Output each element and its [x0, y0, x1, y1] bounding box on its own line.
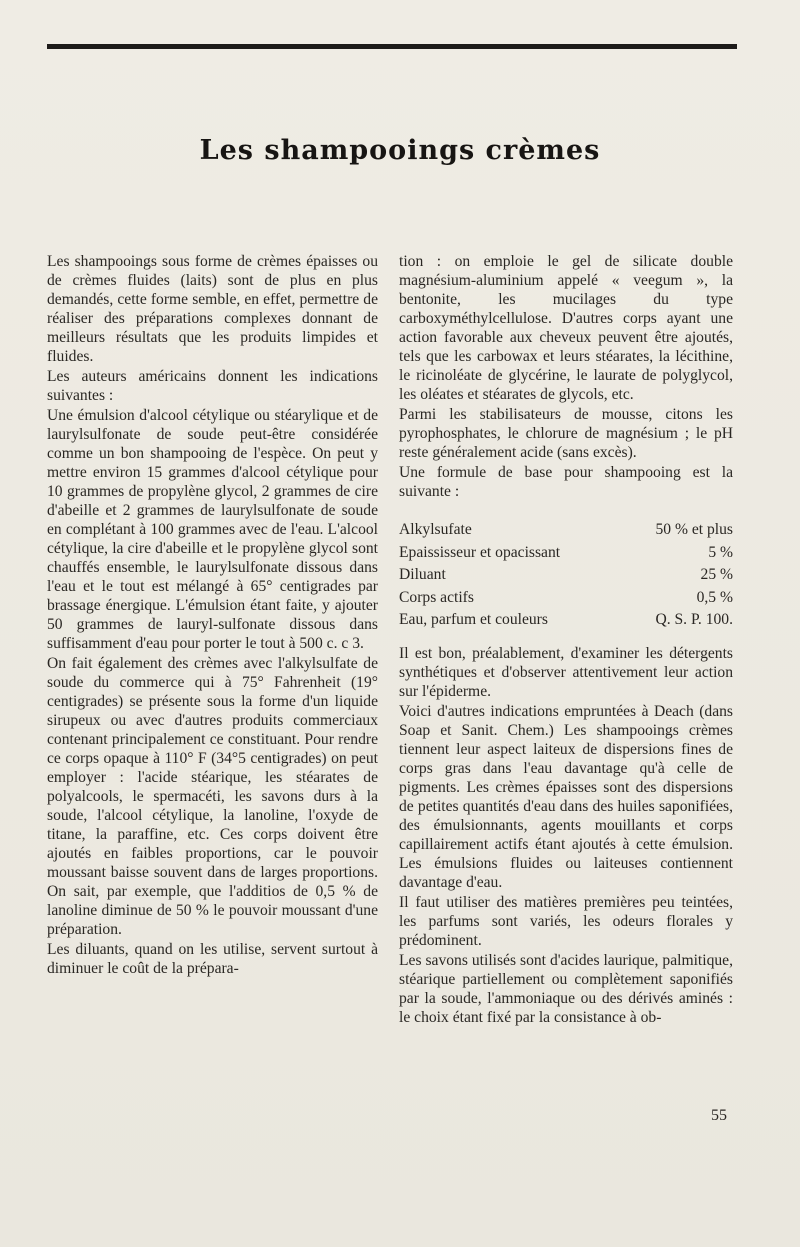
- page-number: 55: [711, 1107, 727, 1124]
- formula-row: [399, 564, 733, 587]
- formula-row: [399, 587, 733, 610]
- paragraph: Les diluants, quand on les utilise, servent surtout à diminuer le coût de la prépara-: [47, 941, 378, 977]
- formula-ingredient: Epaississeur et opacissant: [399, 543, 561, 561]
- formula-amount: 5 %: [708, 543, 733, 561]
- formula-row: [399, 609, 733, 632]
- paragraph: Voici d'autres indications empruntées à Deach (dans Soap et Sanit. Chem.) Les shampooings crèmes tiennent leur aspect laiteux de dispersions fines de corps gras dans l'eau davantage qu'à celle de pigments. Les crèmes épaisses sont des dispersions de petites quantités d'eau dans des huiles saponifiées, des émulsionnants, agents mouillants et corps capillairement actifs étant ajoutés à cette émulsion. Les émulsions fluides ou laiteuses contiennent davantage d'eau.: [399, 702, 733, 891]
- paragraph: Une émulsion d'alcool cétylique ou stéarylique et de laurylsulfonate de soude peut-être considérée comme un bon shampooing de l'espèce. On peut y mettre environ 15 grammes d'alcool cétylique pour 10 grammes de propylène glycol, 2 grammes de cire d'abeille et 2 grammes de laurylsulfonate de soude en complétant à 100 grammes avec de l'eau. L'alcool cétylique, la cire d'abeille et le propylène glycol sont chauffés ensemble, le laurylsulfonate dissous dans l'eau et le tout est mélangé à 65° centigrades par brassage énergique. L'émulsion étant faite, y ajouter 50 grammes de lauryl-sulfonate dissous dans suffisamment d'eau pour porter le tout à 500 c. c 3.: [47, 407, 378, 652]
- paragraph: Il est bon, préalablement, d'examiner les détergents synthétiques et d'observer attentivement leur action sur l'épiderme.: [399, 644, 733, 700]
- paragraph: Les auteurs américains donnent les indications suivantes :: [47, 368, 378, 404]
- paragraph: Il faut utiliser des matières premières peu teintées, les parfums sont variés, les odeurs florales y prédominent.: [399, 893, 733, 949]
- article-title: Les shampooings crèmes: [199, 135, 601, 166]
- top-rule: [47, 44, 737, 49]
- paragraph: Les shampooings sous forme de crèmes épaisses ou de crèmes fluides (laits) sont de plus en plus demandés, cette forme semble, en effet, permettre de réaliser des préparations complexes donnant de meilleurs résultats que les produits limpides et fluides.: [47, 253, 378, 365]
- paragraph: Parmi les stabilisateurs de mousse, citons les pyrophosphates, le chlorure de magnésium ; le pH reste généralement acide (sans excès).: [399, 406, 733, 461]
- formula-amount: 25 %: [700, 566, 733, 583]
- formula-row: [399, 519, 733, 542]
- paragraph: On fait également des crèmes avec l'alkylsulfate de soude du commerce qui à 75° Fahrenheit (19° centigrades) se présente sous la forme d'un liquide sirupeux ou avec d'autres produits commerciaux contenant principalement ce constituant. Pour rendre ce corps opaque à 110° F (34°5 centigrades) on peut employer : l'acide stéarique, les stéarates de polyalcools, le spermacéti, les savons durs à la soude, l'alcool cétylique, la lanoline, l'oxyde de titane, la paraffine, etc. Ces corps doivent être ajoutés en faibles proportions, car le pouvoir moussant baisse souvent dans de larges proportions. On sait, par exemple, que l'additios de 0,5 % de lanoline diminue de 50 % le pouvoir moussant d'une préparation.: [47, 655, 378, 938]
- formula-table: [399, 519, 733, 632]
- formula-ingredient: Eau, parfum et couleurs: [399, 611, 548, 628]
- formula-ingredient: Alkylsufate: [399, 521, 472, 538]
- left-column: [47, 252, 378, 979]
- formula-amount: 50 % et plus: [655, 521, 733, 538]
- formula-amount: Q. S. P. 100.: [655, 611, 733, 628]
- formula-row: [399, 542, 733, 565]
- paragraph: tion : on emploie le gel de silicate double magnésium-aluminium appelé « veegum », la bentonite, les mucilages du type carboxyméthylcellulose. D'autres corps ayant une action favorable aux cheveux peuvent être ajoutés, tels que les carbowax et leurs stéarates, la lécithine, le ricinoléate de glycérine, le laurate de polyglycol, les oléates et stéarates de glycols, etc.: [399, 253, 733, 403]
- right-column: [399, 252, 733, 1028]
- formula-ingredient: Corps actifs: [399, 588, 474, 606]
- formula-ingredient: Diluant: [399, 566, 446, 583]
- paragraph: Les savons utilisés sont d'acides laurique, palmitique, stéarique partiellement ou complètement saponifiés par la soude, l'ammoniaque ou des dérivés aminés : le choix étant fixé par la consistance à ob-: [399, 951, 733, 1026]
- formula-amount: 0,5 %: [696, 588, 733, 606]
- paragraph: Une formule de base pour shampooing est la suivante :: [399, 464, 733, 500]
